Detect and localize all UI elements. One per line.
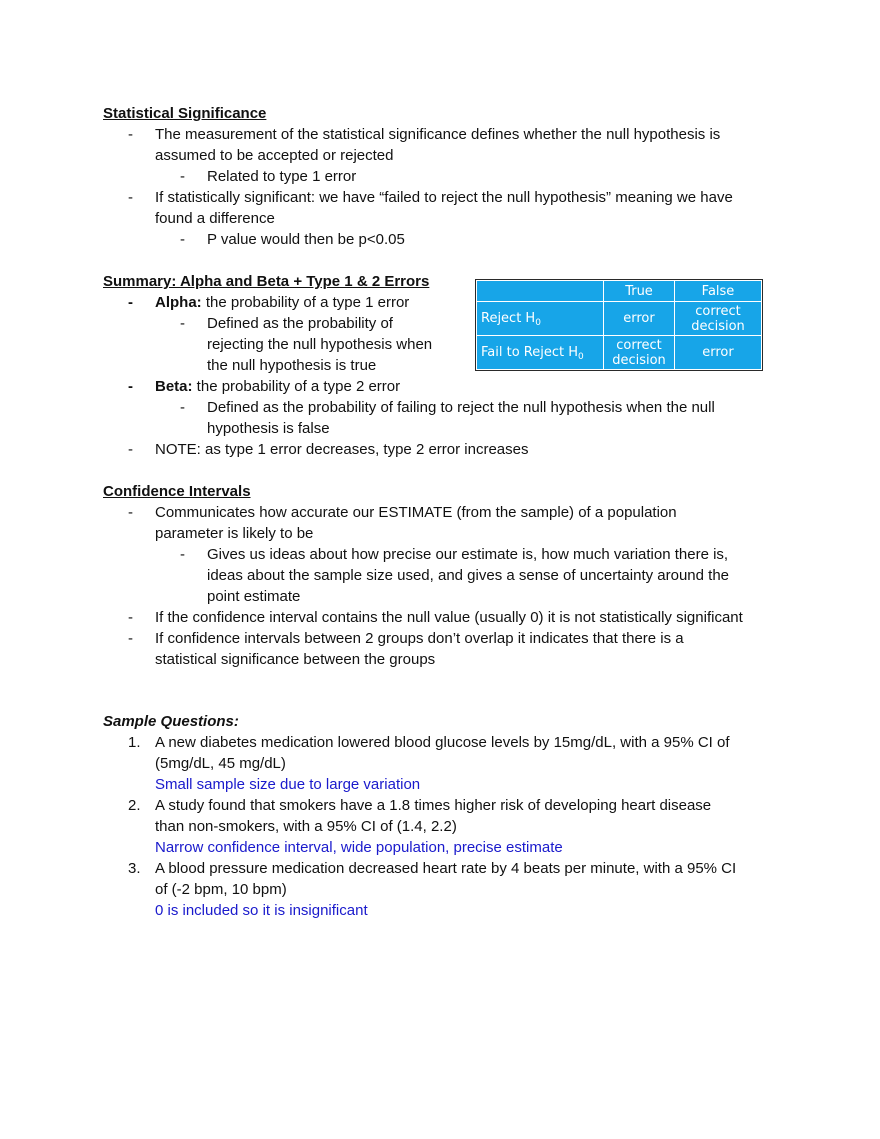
- question-1-line-1: A new diabetes medication lowered blood glucose levels by 15mg/dL, with a 95% CI of: [155, 734, 730, 751]
- table-cell-fail-true: [604, 336, 675, 370]
- ci-bullet-3-line-2: statistical significance between the groups: [155, 651, 436, 668]
- bullet-dash: -: [128, 126, 133, 143]
- alpha-sub-line-2: rejecting the null hypothesis when: [207, 336, 433, 353]
- row2-true-line-1: correct: [616, 337, 662, 353]
- question-3-line-1: A blood pressure medication decreased heart rate by 4 beats per minute, with a 95% CI: [155, 860, 737, 877]
- bullet-dash-bold: -: [128, 378, 133, 395]
- alpha-sub-line-1: Defined as the probability of: [207, 315, 393, 332]
- alpha-sub-line-3: the null hypothesis is true: [207, 357, 377, 374]
- bullet-dash: -: [128, 504, 133, 521]
- heading-confidence-intervals: Confidence Intervals: [103, 483, 251, 500]
- ci-bullet-1-line-1: Communicates how accurate our ESTIMATE (from the sample) of a population: [155, 504, 677, 521]
- beta-definition: [155, 376, 400, 397]
- ci-bullet-2: If the confidence interval contains the null value (usually 0) it is not statistically significant: [155, 609, 743, 626]
- question-number: 2.: [128, 797, 141, 814]
- bullet-dash-bold: -: [128, 294, 133, 311]
- table-header-true: True: [604, 281, 675, 302]
- row1-label-subscript: 0: [535, 318, 541, 328]
- table-header-empty: [477, 281, 604, 302]
- question-number: 1.: [128, 734, 141, 751]
- table-row-label-reject: [477, 302, 604, 336]
- heading-sample-questions: Sample Questions:: [103, 713, 239, 730]
- heading-statistical-significance: Statistical Significance: [103, 105, 267, 122]
- question-2-line-1: A study found that smokers have a 1.8 times higher risk of developing heart disease: [155, 797, 712, 814]
- question-1-answer: Small sample size due to large variation: [155, 776, 421, 793]
- row2-label-text: Fail to Reject H: [481, 345, 578, 360]
- error-table: [476, 280, 762, 370]
- table-header-false: False: [675, 281, 762, 302]
- bullet-dash: -: [128, 609, 133, 626]
- stat-sig-bullet-2-line-1: If statistically significant: we have “failed to reject the null hypothesis” meaning we have: [155, 189, 733, 206]
- row1-false-line-2: decision: [691, 318, 745, 334]
- stat-sig-sub-bullet-2: P value would then be p<0.05: [207, 231, 405, 248]
- question-2-line-2: than non-smokers, with a 95% CI of (1.4, 2.2): [155, 818, 457, 835]
- sub-bullet-dash: -: [180, 231, 185, 248]
- stat-sig-bullet-2-line-2: found a difference: [155, 210, 275, 227]
- stat-sig-bullet-1-line-2: assumed to be accepted or rejected: [155, 147, 394, 164]
- stat-sig-bullet-1-line-1: The measurement of the statistical significance defines whether the null hypothesis is: [155, 126, 721, 143]
- note-line: NOTE: as type 1 error decreases, type 2 error increases: [155, 441, 529, 458]
- ci-sub-line-2: ideas about the sample size used, and gives a sense of uncertainty around the: [207, 567, 730, 584]
- sub-bullet-dash: -: [180, 399, 185, 416]
- bullet-dash: -: [128, 441, 133, 458]
- row2-label-subscript: 0: [578, 352, 584, 362]
- bullet-dash: -: [128, 189, 133, 206]
- table-row-label-fail-to-reject: [477, 336, 604, 370]
- sub-bullet-dash: -: [180, 168, 185, 185]
- row1-false-line-1: correct: [695, 303, 741, 319]
- beta-text: the probability of a type 2 error: [192, 378, 401, 395]
- sub-bullet-dash: -: [180, 546, 185, 563]
- ci-bullet-1-line-2: parameter is likely to be: [155, 525, 314, 542]
- alpha-label: Alpha:: [155, 294, 202, 311]
- beta-sub-line-2: hypothesis is false: [207, 420, 330, 437]
- table-cell-fail-false: error: [675, 336, 762, 370]
- heading-summary: Summary: Alpha and Beta + Type 1 & 2 Errors: [103, 273, 430, 290]
- question-number: 3.: [128, 860, 141, 877]
- row1-label-text: Reject H: [481, 311, 536, 326]
- alpha-definition: [155, 292, 409, 313]
- question-2-answer: Narrow confidence interval, wide population, precise estimate: [155, 839, 563, 856]
- ci-sub-line-1: Gives us ideas about how precise our estimate is, how much variation there is,: [207, 546, 729, 563]
- bullet-dash: -: [128, 630, 133, 647]
- question-3-line-2: of (-2 bpm, 10 bpm): [155, 881, 287, 898]
- ci-sub-line-3: point estimate: [207, 588, 301, 605]
- ci-bullet-3-line-1: If confidence intervals between 2 groups don’t overlap it indicates that there is a: [155, 630, 684, 647]
- question-1-line-2: (5mg/dL, 45 mg/dL): [155, 755, 286, 772]
- beta-label: Beta:: [155, 378, 193, 395]
- row2-true-line-2: decision: [612, 352, 666, 368]
- question-3-answer: 0 is included so it is insignificant: [155, 902, 368, 919]
- sub-bullet-dash: -: [180, 315, 185, 332]
- table-cell-reject-false: [675, 302, 762, 336]
- beta-sub-line-1: Defined as the probability of failing to reject the null hypothesis when the null: [207, 399, 715, 416]
- table-cell-reject-true: error: [604, 302, 675, 336]
- alpha-text: the probability of a type 1 error: [201, 294, 410, 311]
- stat-sig-sub-bullet-1: Related to type 1 error: [207, 168, 357, 185]
